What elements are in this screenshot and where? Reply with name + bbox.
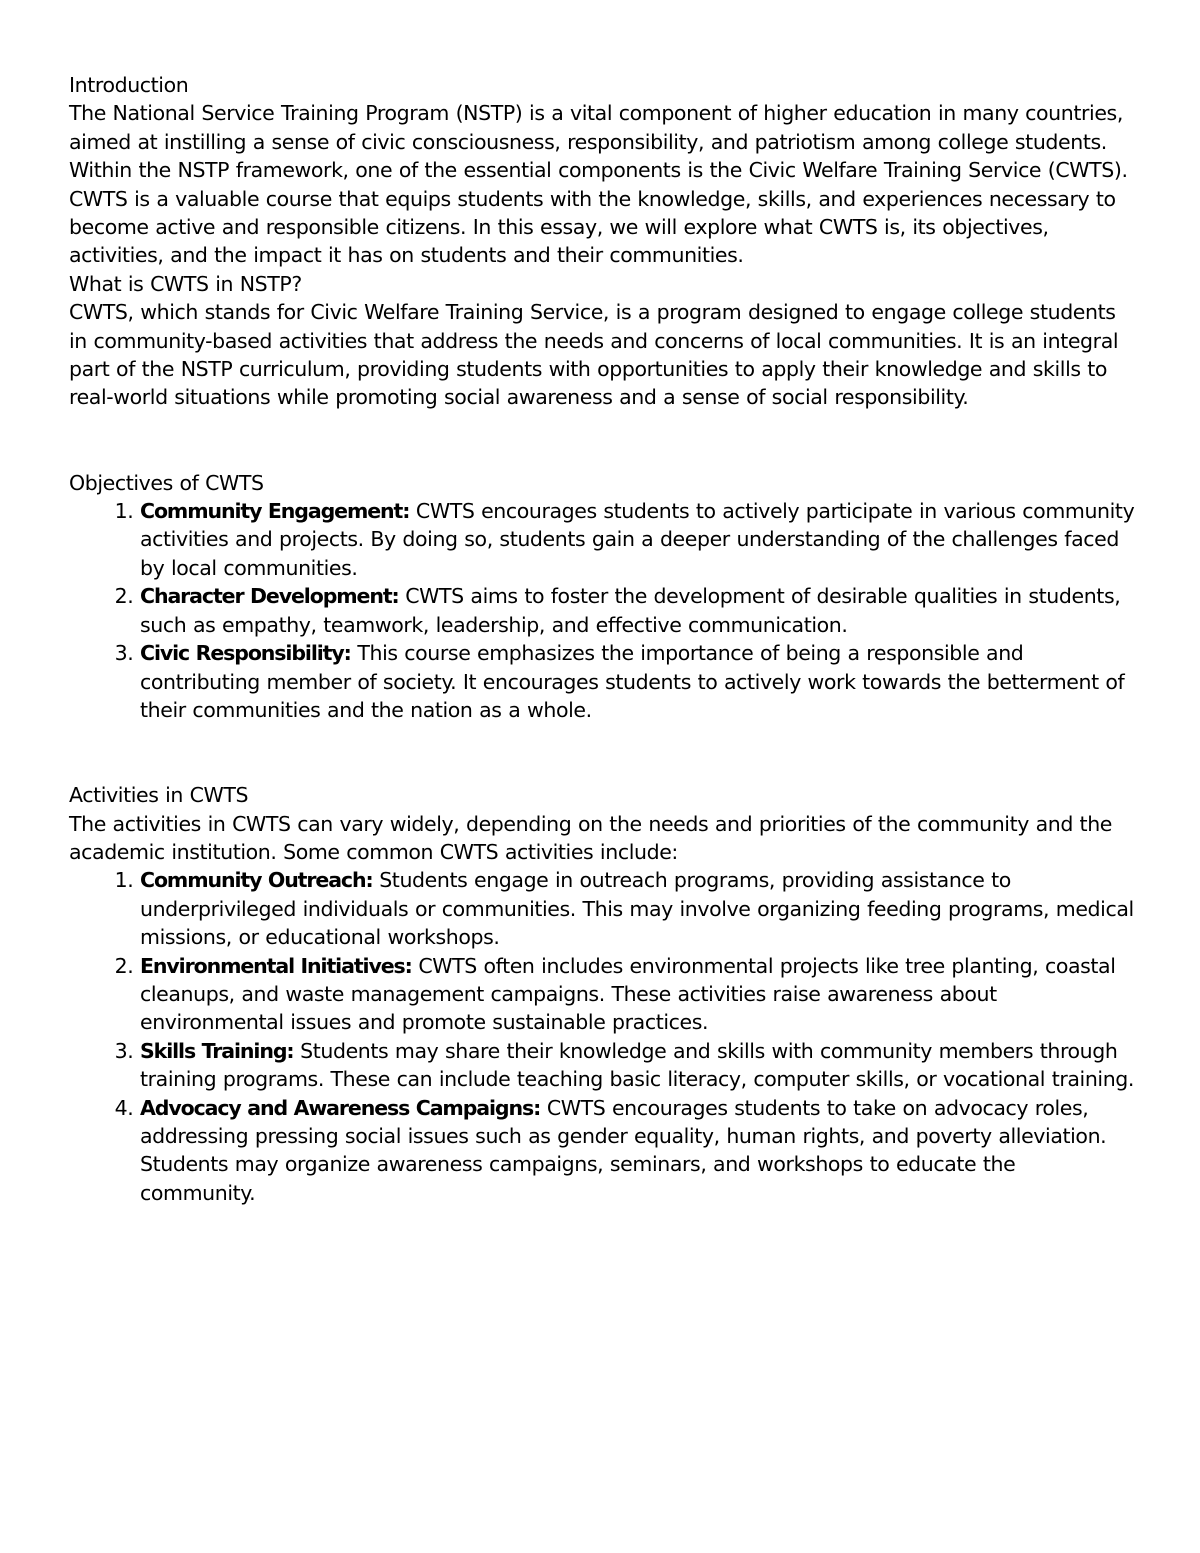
- activities-list: [69, 866, 1137, 1207]
- what-is-paragraph: CWTS, which stands for Civic Welfare Training Service, is a program designed to engage college students in community-based activities that address the needs and concerns of local communities. It is an integral part of the NSTP curriculum, providing students with opportunities to apply their knowledge and skills to real-world situations while promoting social awareness and a sense of social responsibility.: [69, 300, 1119, 410]
- intro-paragraph: The National Service Training Program (NSTP) is a vital component of higher education in many countries, aimed at instilling a sense of civic consciousness, responsibility, and patriotism among college students. Within the NSTP framework, one of the essential components is the Civic Welfare Training Service (CWTS). CWTS is a valuable course that equips students with the knowledge, skills, and experiences necessary to become active and responsible citizens. In this essay, we will explore what CWTS is, its objectives, activities, and the impact it has on students and their communities.: [69, 101, 1128, 268]
- list-item: [140, 866, 1137, 951]
- list-item: [140, 1037, 1137, 1094]
- list-item-term: Community Outreach:: [140, 868, 373, 893]
- list-item: [140, 952, 1137, 1037]
- list-item: [140, 497, 1137, 582]
- list-item-term: Civic Responsibility:: [140, 641, 351, 666]
- section-spacer: [69, 724, 1137, 781]
- activities-paragraph: The activities in CWTS can vary widely, depending on the needs and priorities of the community and the academic institution. Some common CWTS activities include:: [69, 811, 1112, 864]
- list-item-text: Students engage in outreach programs, providing assistance to underprivileged individuals or communities. This may involve organizing feeding programs, medical missions, or educational workshops.: [140, 868, 1134, 950]
- list-item-term: Community Engagement:: [140, 499, 410, 524]
- list-item: [140, 639, 1137, 724]
- intro-heading: Introduction: [69, 73, 189, 97]
- list-item-term: Skills Training:: [140, 1038, 294, 1063]
- activities-heading: Activities in CWTS: [69, 783, 249, 808]
- objectives-heading: Objectives of CWTS: [69, 470, 264, 495]
- section-spacer: [69, 412, 1137, 469]
- list-item-term: Environmental Initiatives:: [140, 953, 412, 978]
- list-item-text: CWTS often includes environmental projects like tree planting, coastal cleanups, and waste management campaigns. These activities raise awareness about environmental issues and promote sustainable practices.: [140, 953, 1116, 1035]
- list-item: [140, 582, 1137, 639]
- list-item: [140, 1094, 1137, 1208]
- what-is-heading: What is CWTS in NSTP?: [69, 271, 302, 296]
- list-item-text: This course emphasizes the importance of being a responsible and contributing member of society. It encourages students to actively work towards the betterment of their communities and the nation as a whole.: [140, 641, 1125, 722]
- list-item-text: Students may share their knowledge and skills with community members through training programs. These can include teaching basic literacy, computer skills, or vocational training.: [140, 1038, 1135, 1092]
- list-item-text: CWTS aims to foster the development of desirable qualities in students, such as empathy, teamwork, leadership, and effective communication.: [140, 584, 1121, 637]
- list-item-term: Advocacy and Awareness Campaigns:: [140, 1095, 541, 1120]
- objectives-list: [69, 497, 1137, 724]
- document-page: [69, 71, 1137, 1207]
- list-item-text: CWTS encourages students to actively participate in various community activities and projects. By doing so, students gain a deeper understanding of the challenges faced by local communities.: [140, 499, 1135, 580]
- list-item-term: Character Development:: [140, 584, 399, 609]
- list-item-text: CWTS encourages students to take on advocacy roles, addressing pressing social issues such as gender equality, human rights, and poverty alleviation. Students may organize awareness campaigns, seminars, and workshops to educate the community.: [140, 1095, 1107, 1205]
